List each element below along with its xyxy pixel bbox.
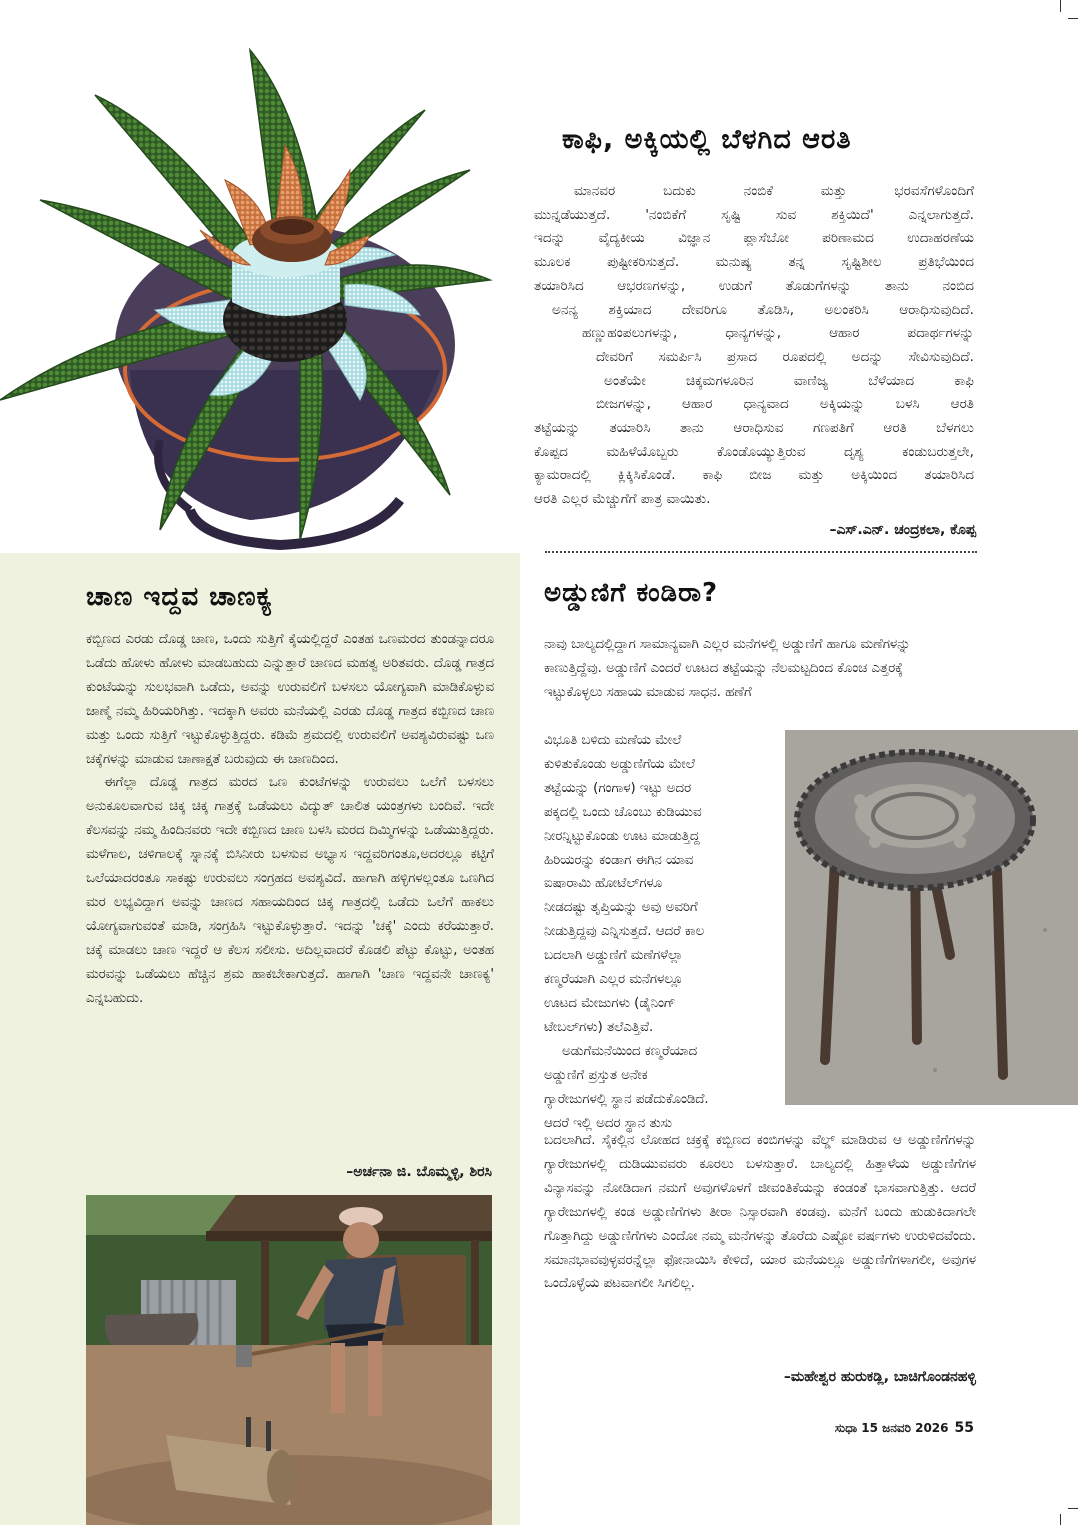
text-line: ಅನನ್ಯ ಶಕ್ತಿಯಾದ ದೇವರಿಗೂ ತೊಡಿಸಿ, ಅಲಂಕರಿಸಿ ಆರಾಧಿಸುವುದಿದೆ. bbox=[552, 301, 974, 318]
page-folio bbox=[835, 1420, 974, 1436]
text-line: ಕೊಪ್ಪದ ಮಹಿಳೆಯೊಬ್ಬರು ಕೊಂಡೊಯ್ಯುತ್ತಿರುವ ದೃಶ್ಯ ಕಂಡುಬರುತ್ತಲೇ, bbox=[534, 443, 974, 460]
wood-splitting-photo bbox=[86, 1195, 492, 1525]
sprocket-stool-photo bbox=[785, 730, 1078, 1105]
article-body-outro: ಬದಲಾಗಿದೆ. ಸೈಕಲ್ಲಿನ ಲೋಹದ ಚಕ್ರಕ್ಕೆ ಕಬ್ಬಿಣದ ಕಂಬಿಗಳನ್ನು ವೆಲ್ಡ್ ಮಾಡಿರುವ ಆ ಅಡ್ಡುಣಿಗೆಗಳನ್ನು ಗ್ಯಾರೇಜುಗಳಲ್ಲಿ ದುಡಿಯುವವರು ಕೂರಲು ಬಳಸುತ್ತಾರೆ. ಬಾಲ್ಯದಲ್ಲಿ ಹಿತ್ತಾಳೆಯ ಅಡ್ಡುಣಿಗೆಗಳ ವಿನ್ಯಾಸವನ್ನು ನೋಡಿದಾಗ ನಮಗೆ ಅವುಗಳೊಳಗೆ ಜೀವಂತಿಕೆಯನ್ನು ಕಂಡಂತೆ ಭಾಸವಾಗುತ್ತಿತ್ತು. ಆದರೆ ಗ್ಯಾರೇಜುಗಳಲ್ಲಿ ಕಂಡ ಅಡ್ಡುಣಿಗೆಗಳು ತೀರಾ ನಿಸ್ಸಾರವಾಗಿ ಕಂಡವು. ಮನೆಗೆ ಬಂದು ಹುಡುಕಿದಾಗಲೇ ಗೊತ್ತಾಗಿದ್ದು ಅಡ್ಡುಣಿಗೆಗಳು ಎಂದೋ ನಮ್ಮ ಮನೆಗಳನ್ನು ತೊರೆದು ಎಷ್ಟೋ ವರ್ಷಗಳು ಉರುಳಿದವೆಂದು. ಸಮಾನಭಾವವುಳ್ಳವರನ್ನೆಲ್ಲಾ ಫೋನಾಯಿಸಿ ಕೇಳಿದೆ, ಯಾರ ಮನೆಯಲ್ಲೂ ಅಡ್ಡುಣಿಗೆಗಳಾಗಲೀ, ಅವುಗಳ ಒಂದೊಳ್ಳೆಯ ಪಟವಾಗಲೀ ಸಿಗಲಿಲ್ಲ. bbox=[544, 1133, 976, 1292]
text-line: ಟೇಬಲ್‌ಗಳು) ತಲೆಎತ್ತಿವೆ. bbox=[544, 1019, 654, 1035]
text-line: ವಿಭೂತಿ ಬಳಿದು ಮಣೆಯ ಮೇಲೆ bbox=[544, 733, 682, 748]
text-line: ಐಷಾರಾಮಿ ಹೋಟೆಲ್‌ಗಳೂ bbox=[544, 876, 663, 892]
text-line: ತಟ್ಟೆಯನ್ನು (ಗಂಗಾಳ) ಇಟ್ಟು ಅದರ bbox=[544, 780, 692, 796]
text-line: ನೀರನ್ನಿಟ್ಟುಕೊಂಡು ಊಟ ಮಾಡುತ್ತಿದ್ದ bbox=[544, 828, 700, 844]
text-line: ಊಟದ ಮೇಜುಗಳು (ಡೈನಿಂಗ್ bbox=[544, 995, 676, 1011]
crop-mark bbox=[1068, 18, 1078, 19]
article-byline: –ಮಹೇಶ್ವರ ಹುರುಕಡ್ಲಿ, ಬಾಚಿಗೊಂಡನಹಳ್ಳಿ bbox=[783, 1369, 976, 1385]
text-line: ಇದನ್ನು ವೈದ್ಯಕೀಯ ವಿಜ್ಞಾನ ಪ್ಲಾಸೆಬೋ ಪರಿಣಾಮದ ಉದಾಹರಣೆಯ bbox=[534, 230, 974, 247]
text-line: ಮಾನವರ ಬದುಕು ನಂಬಿಕೆ ಮತ್ತು ಭರವಸೆಗಳೊಂದಿಗೆ bbox=[574, 183, 974, 199]
text-line: ಅಂತೆಯೇ ಚಿಕ್ಕಮಗಳೂರಿನ ವಾಣಿಜ್ಯ ಬೆಳೆಯಾದ ಕಾಫಿ bbox=[604, 372, 974, 389]
article-title: ಅಡ್ಡುಣಿಗೆ ಕಂಡಿರಾ? bbox=[544, 578, 719, 608]
text-line: ಬೀಜಗಳನ್ನು, ಆಹಾರ ಧಾನ್ಯವಾದ ಅಕ್ಕಿಯನ್ನು ಬಳಸಿ ಆರತಿ bbox=[596, 396, 974, 413]
text-line: ಆರತಿ ಎಲ್ಲರ ಮೆಚ್ಚುಗೆಗೆ ಪಾತ್ರ ವಾಯಿತು. bbox=[534, 491, 711, 508]
text-line: ನೀಡುತ್ತಿದ್ದವು ಎನ್ನಿಸುತ್ತದೆ. ಆದರೆ ಕಾಲ bbox=[544, 924, 705, 940]
issue-date: ಸುಧಾ 15 ಜನವರಿ 2026 bbox=[834, 1421, 949, 1435]
text-line: ಕಣ್ಮರೆಯಾಗಿ ಎಲ್ಲರ ಮನೆಗಳಲ್ಲೂ bbox=[544, 972, 683, 988]
text-line: ಅಡುಗೆಮನೆಯಿಂದ ಕಣ್ಮರೆಯಾದ bbox=[562, 1043, 698, 1059]
text-line: ಅಡ್ಡುಣಿಗೆ ಪ್ರಸ್ತುತ ಅನೇಕ bbox=[544, 1067, 648, 1083]
article-byline: –ಎಸ್.ಎನ್. ಚಂದ್ರಕಲಾ, ಕೊಪ್ಪ bbox=[829, 522, 976, 538]
article-title: ಕಾಫಿ, ಅಕ್ಕಿಯಲ್ಲಿ ಬೆಳಗಿದ ಆರತಿ bbox=[562, 124, 852, 155]
paragraph: ಕಬ್ಬಿಣದ ಎರಡು ದೊಡ್ಡ ಚಾಣ, ಒಂದು ಸುತ್ತಿಗೆ ಕೈಯಲ್ಲಿದ್ದರೆ ಎಂತಹ ಒಣಮರದ ತುಂಡನ್ನಾದರೂ ಒಡೆದು ಹೋಳು ಹೋಳು ಮಾಡಬಹುದು ಎನ್ನುತ್ತಾರೆ ಚಾಣದ ಮಹತ್ವ ಅರಿತವರು. ದೊಡ್ಡ ಗಾತ್ರದ ಕುಂಟೆಯನ್ನು ಸುಲಭವಾಗಿ ಒಡೆದು, ಅವನ್ನು ಉರುವಲಿಗೆ ಬಳಸಲು ಯೋಗ್ಯವಾಗಿ ಮಾಡಿಕೊಳ್ಳುವ ಜಾಣ್ಮೆ ನಮ್ಮ ಹಿರಿಯರಿಗಿತ್ತು. ಇದಕ್ಕಾಗಿ ಅವರು ಮನೆಯಲ್ಲಿ ಎರಡು ದೊಡ್ಡ ಗಾತ್ರದ ಕಬ್ಬಿಣದ ಚಾಣ ಮತ್ತು ಒಂದು ಸುತ್ತಿಗೆ ಇಟ್ಟುಕೊಳ್ಳುತ್ತಿದ್ದರು. ಕಡಿಮೆ ಶ್ರಮದಲ್ಲಿ ಉರುವಲಿಗೆ ಅವಶ್ಯವಿರುವಷ್ಟು ಒಣ ಚಕ್ಕೆಗಳನ್ನು ಮಾಡುವ ಚಾಣಾಕ್ಷತೆ ಬರುವುದು ಈ ಚಾಣದಿಂದ. bbox=[86, 632, 494, 767]
text-line: ಗ್ಯಾರೇಜುಗಳಲ್ಲಿ ಸ್ಥಾನ ಪಡೆದುಕೊಂಡಿದೆ. bbox=[544, 1091, 709, 1107]
text-line: ಹಿರಿಯರನ್ನು ಕಂಡಾಗ ಈಗಿನ ಯಾವ bbox=[544, 852, 694, 868]
article-body-wrapped bbox=[544, 729, 776, 1135]
text-line: ನೀಡದಷ್ಟು ತೃಪ್ತಿಯನ್ನು ಅವು ಅವರಿಗೆ bbox=[544, 900, 698, 916]
crop-mark bbox=[1060, 1514, 1061, 1525]
text-line: ಹಣ್ಣುಹಂಪಲುಗಳನ್ನು, ಧಾನ್ಯಗಳನ್ನು, ಆಹಾರ ಪದಾರ್ಥಗಳನ್ನು bbox=[582, 325, 974, 342]
text-line: ತಯಾರಿಸಿದ ಆಭರಣಗಳನ್ನು, ಉಡುಗೆ ತೊಡುಗೆಗಳನ್ನು ತಾನು ನಂಬಿದ bbox=[534, 277, 974, 294]
text-line: ಬದಲಾಗಿ ಅಡ್ಡುಣಿಗೆ ಮಣೆಗಳೆಲ್ಲಾ bbox=[544, 948, 683, 964]
text-line: ಮುನ್ನಡೆಯುತ್ತದೆ. 'ನಂಬಿಕೆಗೆ ಸೃಷ್ಟಿ ಸುವ ಶಕ್ತಿಯಿದೆ' ಎನ್ನಲಾಗುತ್ತದೆ. bbox=[534, 206, 974, 223]
page-number: 55 bbox=[954, 1420, 974, 1436]
text-line: ಆದರೆ ಇಲ್ಲಿ ಅದರ ಸ್ಥಾನ ತುಸು bbox=[544, 1115, 672, 1131]
text-line: ತಟ್ಟೆಯನ್ನು ತಯಾರಿಸಿ ತಾನು ಆರಾಧಿಸುವ ಗಣಪತಿಗೆ ಆರತಿ ಬೆಳಗಲು bbox=[534, 420, 974, 437]
text-line: ಕುಳಿತುಕೊಂಡು ಅಡ್ಡುಣಿಗೆಯ ಮೇಲೆ bbox=[544, 756, 695, 772]
article-title: ಚಾಣ ಇದ್ದವ ಚಾಣಕ್ಯ bbox=[86, 582, 273, 612]
text-line: ಪಕ್ಕದಲ್ಲಿ ಒಂದು ಚೊಂಬು ಕುಡಿಯುವ bbox=[544, 804, 702, 820]
section-divider bbox=[545, 551, 977, 553]
article-body-intro: ನಾವು ಬಾಲ್ಯದಲ್ಲಿದ್ದಾಗ ಸಾಮಾನ್ಯವಾಗಿ ಎಲ್ಲರ ಮನೆಗಳಲ್ಲಿ ಅಡ್ಡುಣಿಗೆ ಹಾಗೂ ಮಣೆಗಳನ್ನು ಕಾಣುತ್ತಿದ್ದೆವು. ಅಡ್ಡುಣಿಗೆ ಎಂದರೆ ಊಟದ ತಟ್ಟೆಯನ್ನು ನೆಲಮಟ್ಟದಿಂದ ಕೊಂಚ ಎತ್ತರಕ್ಕೆ ಇಟ್ಟುಕೊಳ್ಳಲು ಸಹಾಯ ಮಾಡುವ ಸಾಧನ. ಹಣೆಗೆ bbox=[544, 637, 911, 700]
crop-mark bbox=[1068, 1508, 1078, 1509]
text-line: ಕ್ಯಾಮರಾದಲ್ಲಿ ಕ್ಲಿಕ್ಕಿಸಿಕೊಂಡೆ. ಕಾಫಿ ಬೀಜ ಮತ್ತು ಅಕ್ಕಿಯಿಂದ ತಯಾರಿಸಿದ bbox=[534, 467, 974, 484]
text-line: ಮೂಲಕ ಪುಷ್ಟೀಕರಿಸುತ್ತದೆ. ಮನುಷ್ಯ ತನ್ನ ಸೃಷ್ಟಿಶೀಲ ಪ್ರತಿಭೆಯಿಂದ bbox=[534, 254, 974, 271]
article-byline: –ಅರ್ಚನಾ ಜಿ. ಬೊಮ್ಮಳ್ಳಿ, ಶಿರಸಿ bbox=[346, 1164, 492, 1180]
paragraph: ಈಗೆಲ್ಲಾ ದೊಡ್ಡ ಗಾತ್ರದ ಮರದ ಒಣ ಕುಂಟೆಗಳನ್ನು ಉರುವಲು ಒಲೆಗೆ ಬಳಸಲು ಅನುಕೂಲವಾಗುವ ಚಿಕ್ಕ ಚಿಕ್ಕ ಗಾತ್ರಕ್ಕೆ ಒಡೆಯಲು ವಿದ್ಯುತ್ ಚಾಲಿತ ಯಂತ್ರಗಳು ಬಂದಿವೆ. ಇದೇ ಕೆಲಸವನ್ನು ನಮ್ಮ ಹಿಂದಿನವರು ಇದೇ ಕಬ್ಬಿಣದ ಚಾಣ ಬಳಸಿ ಮರದ ದಿಮ್ಮಿಗಳನ್ನು ಒಡೆಯುತ್ತಿದ್ದರು. ಮಳೆಗಾಲ, ಚಳಿಗಾಲಕ್ಕೆ ಸ್ನಾನಕ್ಕೆ ಬಿಸಿನೀರು ಬಳಸುವ ಅಭ್ಯಾಸ ಇದ್ದವರಿಗಂತೂ,ಅದರಲ್ಲೂ ಕಟ್ಟಿಗೆ ಒಲೆಯಾದರಂತೂ ಸಾಕಷ್ಟು ಉರುವಲು ಸಂಗ್ರಹದ ಅವಶ್ಯವಿದೆ. ಹಾಗಾಗಿ ಹಳ್ಳಿಗಳಲ್ಲಂತೂ ಒಣಗಿದ ಮರ ಲಭ್ಯವಿದ್ದಾಗ ಅವನ್ನು ಚಾಣದ ಸಹಾಯದಿಂದ ಚಿಕ್ಕ ಗಾತ್ರದಲ್ಲಿ ಒಡೆದು ಒಲೆಗೆ ಹಾಕಲು ಯೋಗ್ಯವಾಗುವಂತೆ ಮಾಡಿ, ಸಂಗ್ರಹಿಸಿ ಇಟ್ಟುಕೊಳ್ಳುತ್ತಾರೆ. ಇದನ್ನು 'ಚಕ್ಕೆ' ಎಂದು ಕರೆಯುತ್ತಾರೆ. ಚಕ್ಕೆ ಮಾಡಲು ಚಾಣ ಇದ್ದರೆ ಆ ಕೆಲಸ ಸಲೀಸು. ಅದಿಲ್ಲವಾದರೆ ಕೊಡಲಿ ಪೆಟ್ಟು ಕೊಟ್ಟು, ಅಂತಹ ಮರವನ್ನು ಒಡೆಯಲು ಹೆಚ್ಚಿನ ಶ್ರಮ ಹಾಕಬೇಕಾಗುತ್ತದೆ. ಹಾಗಾಗಿ 'ಚಾಣ ಇದ್ದವನೇ ಚಾಣಕ್ಯ' ಎನ್ನಬಹುದು. bbox=[86, 775, 494, 1006]
article-body bbox=[534, 180, 974, 512]
text-line: ದೇವರಿಗೆ ಸಮರ್ಪಿಸಿ ಪ್ರಸಾದ ರೂಪದಲ್ಲಿ ಅದನ್ನು ಸೇವಿಸುವುದಿದೆ. bbox=[596, 348, 974, 365]
article-body bbox=[86, 628, 494, 1011]
aarati-plate-photo bbox=[0, 40, 500, 550]
crop-mark bbox=[1060, 0, 1061, 12]
